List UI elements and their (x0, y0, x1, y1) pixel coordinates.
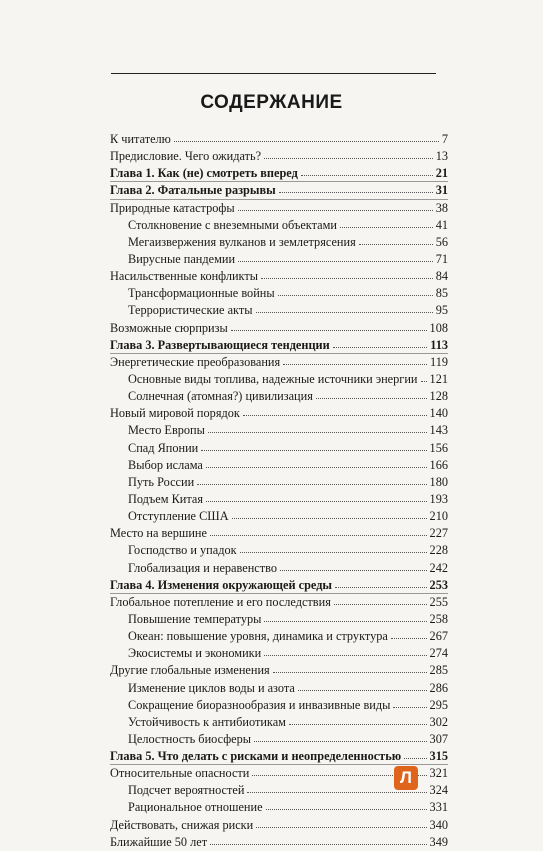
toc-entry-label: Трансформационные войны (128, 286, 275, 301)
toc-entry-label: Предисловие. Чего ожидать? (110, 149, 262, 164)
toc-entry-label: Глава 1. Как (не) смотреть вперед (110, 166, 298, 181)
toc-chapter-entry (110, 577, 448, 594)
toc-subsection-entry (110, 491, 448, 508)
toc-entry-label: Выбор ислама (128, 457, 203, 472)
dot-leader (278, 294, 433, 296)
toc-subsection-entry (110, 628, 448, 645)
toc-subsection-entry (110, 474, 448, 491)
dot-leader (243, 414, 427, 416)
toc-chapter-entry (110, 182, 448, 199)
toc-page-number: 274 (429, 646, 448, 661)
toc-subsection-entry (110, 697, 448, 714)
toc-page-number: 56 (435, 234, 448, 249)
toc-page-number: 180 (429, 474, 448, 489)
toc-entry-label: Глава 5. Что делать с рисками и неопределенностью (110, 749, 402, 764)
toc-entry-label: Повышение температуры (128, 611, 262, 626)
toc-section-entry (110, 525, 448, 542)
top-rule (111, 73, 436, 74)
toc-page-number: 113 (430, 337, 448, 352)
page-title: СОДЕРЖАНИЕ (200, 92, 343, 113)
dot-leader (261, 277, 433, 279)
dot-leader (210, 843, 426, 845)
toc-chapter-entry (110, 748, 448, 765)
toc-subsection-entry (110, 371, 448, 388)
toc-page-number: 286 (429, 680, 448, 695)
toc-subsection-entry (110, 251, 448, 268)
toc-subsection-entry (110, 508, 448, 525)
toc-entry-label: Энергетические преобразования (110, 354, 281, 369)
toc-section-entry (110, 148, 448, 165)
toc-entry-label: Возможные сюрпризы (110, 320, 228, 335)
toc-subsection-entry (110, 217, 448, 234)
toc-entry-label: Новый мировой порядок (110, 406, 240, 421)
toc-subsection-entry (110, 799, 448, 816)
toc-entry-label: Другие глобальные изменения (110, 663, 270, 678)
dot-leader (280, 569, 427, 571)
dot-leader (335, 586, 427, 588)
toc-subsection-entry (110, 422, 448, 439)
toc-entry-label: Подъем Китая (128, 491, 204, 506)
toc-entry-label: Глава 4. Изменения окружающей среды (110, 577, 333, 592)
toc-chapter-entry (110, 165, 448, 182)
toc-page-number: 13 (435, 149, 448, 164)
toc-entry-label: Изменение циклов воды и азота (128, 680, 295, 695)
toc-subsection-entry (110, 302, 448, 319)
toc-entry-label: Мегаизвержения вулканов и землетрясения (128, 234, 356, 249)
toc-subsection-entry (110, 714, 448, 731)
dot-leader (238, 260, 433, 262)
toc-entry-label: Подсчет вероятностей (128, 783, 245, 798)
toc-subsection-entry (110, 440, 448, 457)
toc-subsection-entry (110, 285, 448, 302)
toc-page-number: 121 (429, 371, 448, 386)
toc-page-number: 31 (435, 183, 448, 198)
dot-leader (206, 500, 427, 502)
toc-page-number: 349 (429, 834, 448, 849)
toc-entry-label: Вирусные пандемии (128, 251, 236, 266)
dot-leader (340, 226, 433, 228)
toc-page-number: 156 (429, 440, 448, 455)
toc-page-number: 71 (435, 251, 448, 266)
toc-page-number: 267 (429, 629, 448, 644)
dot-leader (197, 483, 426, 485)
dot-leader (238, 209, 433, 211)
dot-leader (210, 534, 427, 536)
toc-page-number: 307 (429, 731, 448, 746)
toc-section-entry (110, 662, 448, 679)
dot-leader (273, 671, 427, 673)
toc-entry-label: Насильственные конфликты (110, 269, 259, 284)
toc-entry-label: Путь России (128, 474, 195, 489)
dot-leader (174, 140, 439, 142)
dot-leader (247, 791, 426, 793)
toc-entry-label: Глава 2. Фатальные разрывы (110, 183, 276, 198)
dot-leader (254, 740, 426, 742)
toc-page-number: 7 (441, 132, 448, 146)
dot-leader (333, 346, 428, 348)
toc-entry-label: Место на вершине (110, 526, 207, 541)
toc-page-number: 21 (435, 166, 448, 181)
toc-subsection-entry (110, 560, 448, 577)
toc-page-number: 315 (429, 749, 448, 764)
toc-entry-label: Океан: повышение уровня, динамика и структура (128, 629, 388, 644)
toc-entry-label: Глобализация и неравенство (128, 560, 277, 575)
toc-page-number: 95 (435, 303, 448, 318)
toc-entry-label: Столкновение с внеземными объектами (128, 217, 337, 232)
dot-leader (232, 517, 427, 519)
toc-page-number: 331 (429, 800, 448, 815)
dot-leader (231, 329, 427, 331)
dot-leader (266, 808, 427, 810)
dot-leader (334, 603, 427, 605)
dot-leader (301, 174, 433, 176)
toc-page-number: 193 (429, 491, 448, 506)
toc-section-entry (110, 817, 448, 834)
toc-page-number: 258 (429, 611, 448, 626)
toc-page-number: 255 (429, 594, 448, 609)
toc-section-entry (110, 354, 448, 371)
toc-entry-label: К читателю (110, 132, 171, 146)
toc-chapter-entry (110, 337, 448, 354)
toc-page-number: 302 (429, 714, 448, 729)
toc-page-number: 324 (429, 783, 448, 798)
dot-leader (298, 689, 427, 691)
toc-page-number: 295 (429, 697, 448, 712)
toc-section-entry (110, 131, 448, 148)
dot-leader (264, 654, 426, 656)
dot-leader (201, 449, 426, 451)
toc-page-number: 253 (429, 577, 448, 592)
toc-entry-label: Глобальное потепление и его последствия (110, 594, 331, 609)
toc-entry-label: Солнечная (атомная?) цивилизация (128, 389, 313, 404)
publisher-logo-icon: Л (394, 766, 418, 790)
toc-section-entry (110, 268, 448, 285)
dot-leader (264, 157, 433, 159)
dot-leader (264, 620, 426, 622)
dot-leader (316, 397, 427, 399)
toc-page-number: 210 (429, 509, 448, 524)
toc-subsection-entry (110, 388, 448, 405)
toc-entry-label: Господство и упадок (128, 543, 237, 558)
toc-page-number: 166 (429, 457, 448, 472)
toc-entry-label: Отступление США (128, 509, 229, 524)
dot-leader (421, 380, 427, 382)
toc-page-number: 242 (429, 560, 448, 575)
dot-leader (240, 551, 427, 553)
toc-entry-label: Место Европы (128, 423, 205, 438)
toc-subsection-entry (110, 542, 448, 559)
toc-page-number: 85 (435, 286, 448, 301)
toc-entry-label: Природные катастрофы (110, 200, 235, 215)
toc-page-number: 143 (429, 423, 448, 438)
dot-leader (283, 363, 427, 365)
toc-section-entry (110, 834, 448, 851)
toc-entry-label: Экосистемы и экономики (128, 646, 262, 661)
toc-subsection-entry (110, 731, 448, 748)
toc-entry-label: Ближайшие 50 лет (110, 834, 208, 849)
toc-subsection-entry (110, 611, 448, 628)
toc-page-number: 228 (429, 543, 448, 558)
toc-section-entry (110, 320, 448, 337)
toc-page-number: 119 (430, 354, 448, 369)
toc-page-number: 321 (429, 766, 448, 781)
toc-page-number: 41 (435, 217, 448, 232)
toc-page-number: 140 (429, 406, 448, 421)
dot-leader (279, 191, 433, 193)
toc-page-number: 340 (429, 817, 448, 832)
toc-subsection-entry (110, 234, 448, 251)
dot-leader (391, 637, 427, 639)
toc-page-number: 38 (435, 200, 448, 215)
dot-leader (359, 243, 433, 245)
toc-entry-label: Действовать, снижая риски (110, 817, 254, 832)
toc-entry-label: Целостность биосферы (128, 731, 252, 746)
dot-leader (206, 466, 427, 468)
dot-leader (256, 311, 433, 313)
toc-page-number: 84 (435, 269, 448, 284)
toc-entry-label: Спад Японии (128, 440, 199, 455)
dot-leader (393, 706, 426, 708)
toc-section-entry (110, 594, 448, 611)
toc-entry-label: Сокращение биоразнообразия и инвазивные виды (128, 697, 391, 712)
toc-entry-label: Глава 3. Развертывающиеся тенденции (110, 337, 330, 352)
toc-entry-label: Устойчивость к антибиотикам (128, 714, 286, 729)
toc-subsection-entry (110, 680, 448, 697)
toc-subsection-entry (110, 645, 448, 662)
dot-leader (289, 723, 427, 725)
toc-page-number: 108 (429, 320, 448, 335)
toc-entry-label: Террористические акты (128, 303, 253, 318)
toc-section-entry (110, 405, 448, 422)
toc-entry-label: Относительные опасности (110, 766, 250, 781)
toc-subsection-entry (110, 457, 448, 474)
toc-section-entry (110, 200, 448, 217)
toc-entry-label: Рациональное отношение (128, 800, 263, 815)
toc-page-number: 128 (429, 389, 448, 404)
dot-leader (256, 826, 426, 828)
toc-entry-label: Основные виды топлива, надежные источники энергии (128, 371, 418, 386)
table-of-contents (110, 131, 448, 851)
dot-leader (404, 757, 426, 759)
toc-page-number: 227 (429, 526, 448, 541)
dot-leader (208, 431, 427, 433)
toc-page-number: 285 (429, 663, 448, 678)
